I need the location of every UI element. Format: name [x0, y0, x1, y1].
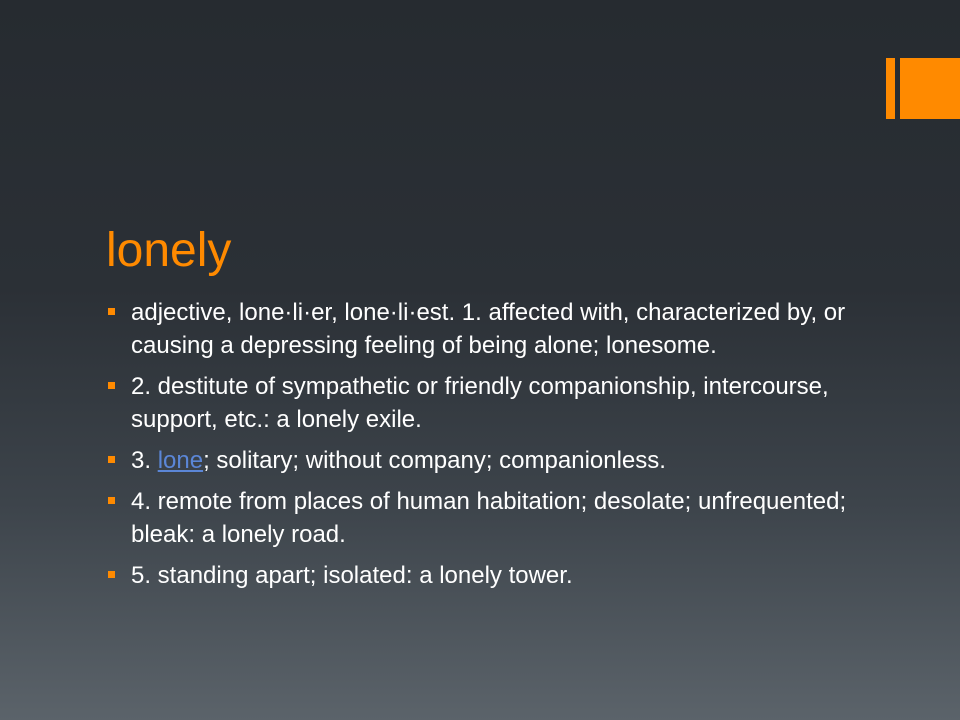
square-bullet-icon: [108, 382, 115, 389]
bullet-item: [108, 296, 868, 362]
bullet-item: [108, 559, 868, 592]
bullet-item: [108, 370, 868, 436]
bullet-item: [108, 485, 868, 551]
bullet-text: adjective, lone·li·er, lone·li·est. 1. affected with, characterized by, or causing a depressing feeling of being alone; lonesome.: [131, 299, 846, 359]
square-bullet-icon: [108, 571, 115, 578]
bullet-text: 2. destitute of sympathetic or friendly companionship, intercourse, support, etc.: a lonely exile.: [131, 373, 829, 433]
bullet-text-prefix: 3.: [131, 447, 158, 474]
bullet-text: 4. remote from places of human habitation; desolate; unfrequented; bleak: a lonely road.: [131, 488, 847, 548]
square-bullet-icon: [108, 497, 115, 504]
accent-bar-thick: [900, 58, 960, 119]
bullet-text: 5. standing apart; isolated: a lonely tower.: [131, 562, 573, 589]
bullet-text-suffix: ; solitary; without company; companionless.: [203, 447, 666, 474]
lone-link[interactable]: lone: [157, 447, 204, 474]
slide-title: lonely: [106, 224, 232, 277]
bullet-list: [108, 296, 868, 600]
bullet-item: [108, 444, 868, 477]
square-bullet-icon: [108, 456, 115, 463]
accent-bar-thin: [886, 58, 895, 119]
square-bullet-icon: [108, 308, 115, 315]
